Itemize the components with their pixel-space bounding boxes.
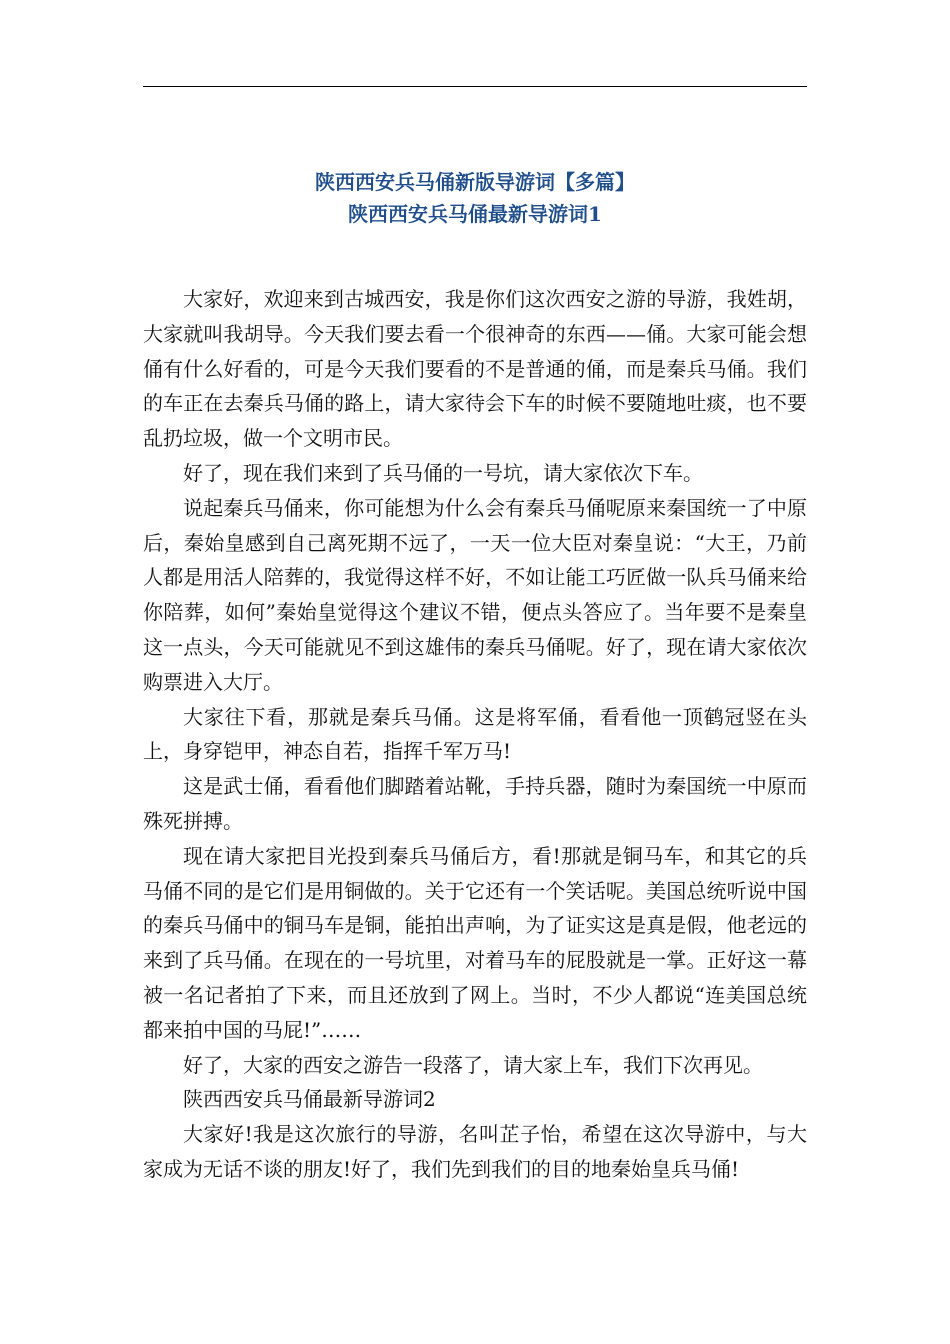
- document-title: 陕西西安兵马俑新版导游词【多篇】: [315, 170, 635, 194]
- header-rule: [143, 86, 807, 87]
- paragraph: 好了，大家的西安之游告一段落了，请大家上车，我们下次再见。: [183, 1052, 763, 1077]
- title-block: [143, 166, 807, 230]
- paragraph: 好了，现在我们来到了兵马俑的一号坑，请大家依次下车。: [183, 460, 703, 485]
- section-heading: 陕西西安兵马俑最新导游词2: [183, 1087, 436, 1112]
- paragraph: 现在请大家把目光投到秦兵马俑后方，看!那就是铜马车，和其它的兵马俑不同的是它们是用铜做的。关于它还有一个笑话呢。美国总统听说中国的秦兵马俑中的铜马车是铜，能拍出声响，为了证实这是真是假，他老远的来到了兵马俑。在现在的一号坑里，对着马车的屁股就是一掌。正好这一幕被一名记者拍了下来，而且还放到了网上。当时，不少人都说“连美国总统都来拍中国的马屁!”……: [143, 843, 807, 1042]
- document-subtitle: 陕西西安兵马俑最新导游词1: [348, 202, 602, 226]
- document-body: [143, 282, 807, 1187]
- paragraph: 这是武士俑，看看他们脚踏着站靴，手持兵器，随时为秦国统一中原而殊死拼搏。: [143, 774, 807, 833]
- paragraph: 大家好!我是这次旅行的导游，名叫芷子怡，希望在这次导游中，与大家成为无话不谈的朋友!好了，我们先到我们的目的地秦始皇兵马俑!: [143, 1122, 807, 1181]
- paragraph: 大家往下看，那就是秦兵马俑。这是将军俑，看看他一顶鹤冠竖在头上，身穿铠甲，神态自若，指挥千军万马!: [143, 704, 807, 764]
- paragraph: 大家好，欢迎来到古城西安，我是你们这次西安之游的导游，我姓胡，大家就叫我胡导。今天我们要去看一个很神奇的东西——俑。大家可能会想俑有什么好看的，可是今天我们要看的不是普通的俑，而是秦兵马俑。我们的车正在去秦兵马俑的路上，请大家待会下车的时候不要随地吐痰，也不要乱扔垃圾，做一个文明市民。: [143, 287, 807, 451]
- paragraph: 说起秦兵马俑来，你可能想为什么会有秦兵马俑呢原来秦国统一了中原后，秦始皇感到自己离死期不远了，一天一位大臣对秦皇说：“大王，乃前人都是用活人陪葬的，我觉得这样不好，不如让能工巧匠做一队兵马俑来给你陪葬，如何”秦始皇觉得这个建议不错，便点头答应了。当年要不是秦皇这一点头，今天可能就见不到这雄伟的秦兵马俑呢。好了，现在请大家依次购票进入大厅。: [143, 495, 807, 694]
